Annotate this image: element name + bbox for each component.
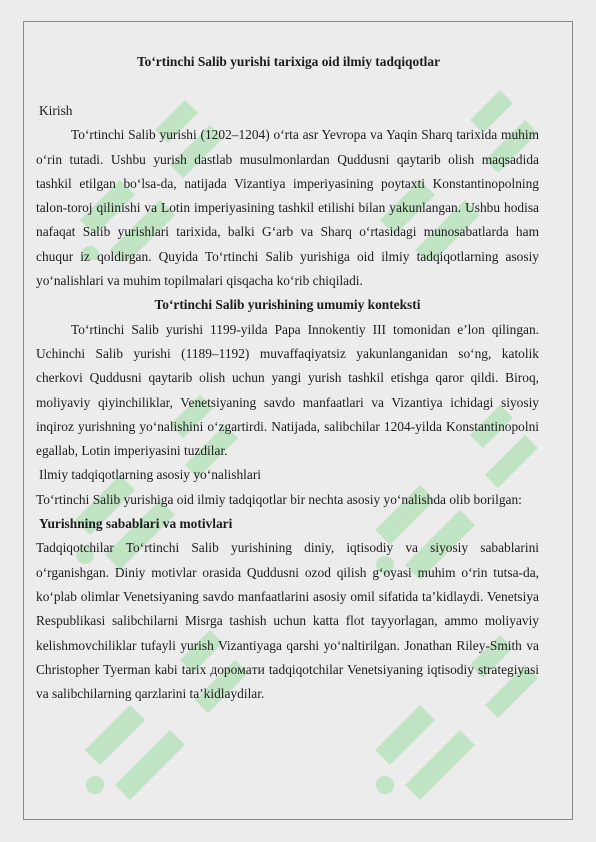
section-heading-introduction: Kirish [39,103,73,118]
document-title: To‘rtinchi Salib yurishi tarixiga oid ilmiy tadqiqotlar [136,54,441,69]
section-paragraph-context: To‘rtinchi Salib yurishi 1199-yilda Papa Innokentiy III tomonidan e’lon qilingan. Uchinchi Salib yurishi (1189–1192) muvaffaqiyatsiz yakunlanganidan so‘ng, katolik cherkovi Quddusni qaytarib olish uchun yangi yurish tashkil etishga qaror qildi. Biroq, moliyaviy qiyinchiliklar, Venetsiyaning savdo manfaatlari va Vizantiya ichidagi siyosiy inqiroz yurishning yo‘nalishini o‘zgartirdi. Natijada, salibchilar 1204-yilda Konstantinopolni egallab, Lotin imperiyasini tuzdilar. [36,321,539,459]
document-body [36,50,539,706]
section-heading-context: To‘rtinchi Salib yurishining umumiy konteksti [154,297,421,313]
section-heading-research-directions: Ilmiy tadqiqotlarning asosiy yo‘nalishlari [39,467,262,483]
section-heading-causes: Yurishning sabablari va motivlari [39,516,233,532]
section-paragraph-causes: Tadqiqotchilar To‘rtinchi Salib yurishining diniy, iqtisodiy va siyosiy sabablarini o‘rganishgan. Diniy motivlar orasida Quddusni ozod qilish g‘oyasi muhim o‘rin tutsa-da, ko‘plab olimlar Venetsiyaning savdo manfaatlarini asosiy omil sifatida ta’kidlaydi. Venetsiya Respublikasi salibchilarni Misrga tashish uchun katta flot tayyorlagan, ammo moliyaviy kelishmovchiliklar tufayli yurish Vizantiyaga qarshi yo‘naltirilgan. Jonathan Riley-Smith va Christopher Tyerman kabi tarix дopoмaти tadqiqotchilar Venetsiyaning iqtisodiy strategiyasi va salibchilarning qarzlarini ta’kidlaydilar. [36,540,539,702]
section-paragraph-introduction: To‘rtinchi Salib yurishi (1202–1204) o‘rta asr Yevropa va Yaqin Sharq tarixida muhim o‘rin tutadi. Ushbu yurish dastlab musulmonlardan Quddusni qaytarib olish maqsadida tashkil etilgan bo‘lsa-da, natijada Vizantiya imperiyasining poytaxti Konstantinopolning talon-toroj qilinishi va Lotin imperiyasining tashkil etilishi bilan yakunlangan. Ushbu hodisa nafaqat Salib yurishlari tarixida, balki G‘arb va Sharq o‘rtasidagi munosabatlarda ham chuqur iz qoldirgan. Quyida To‘rtinchi Salib yurishiga oid ilmiy tadqiqotlarning asosiy yo‘nalishlari va muhim topilmalari qisqacha ko‘rib chiqiladi. [36,127,539,289]
section-paragraph-research-directions: To‘rtinchi Salib yurishiga oid ilmiy tadqiqotlar bir nechta asosiy yo‘nalishda olib borilgan: [36,491,522,507]
